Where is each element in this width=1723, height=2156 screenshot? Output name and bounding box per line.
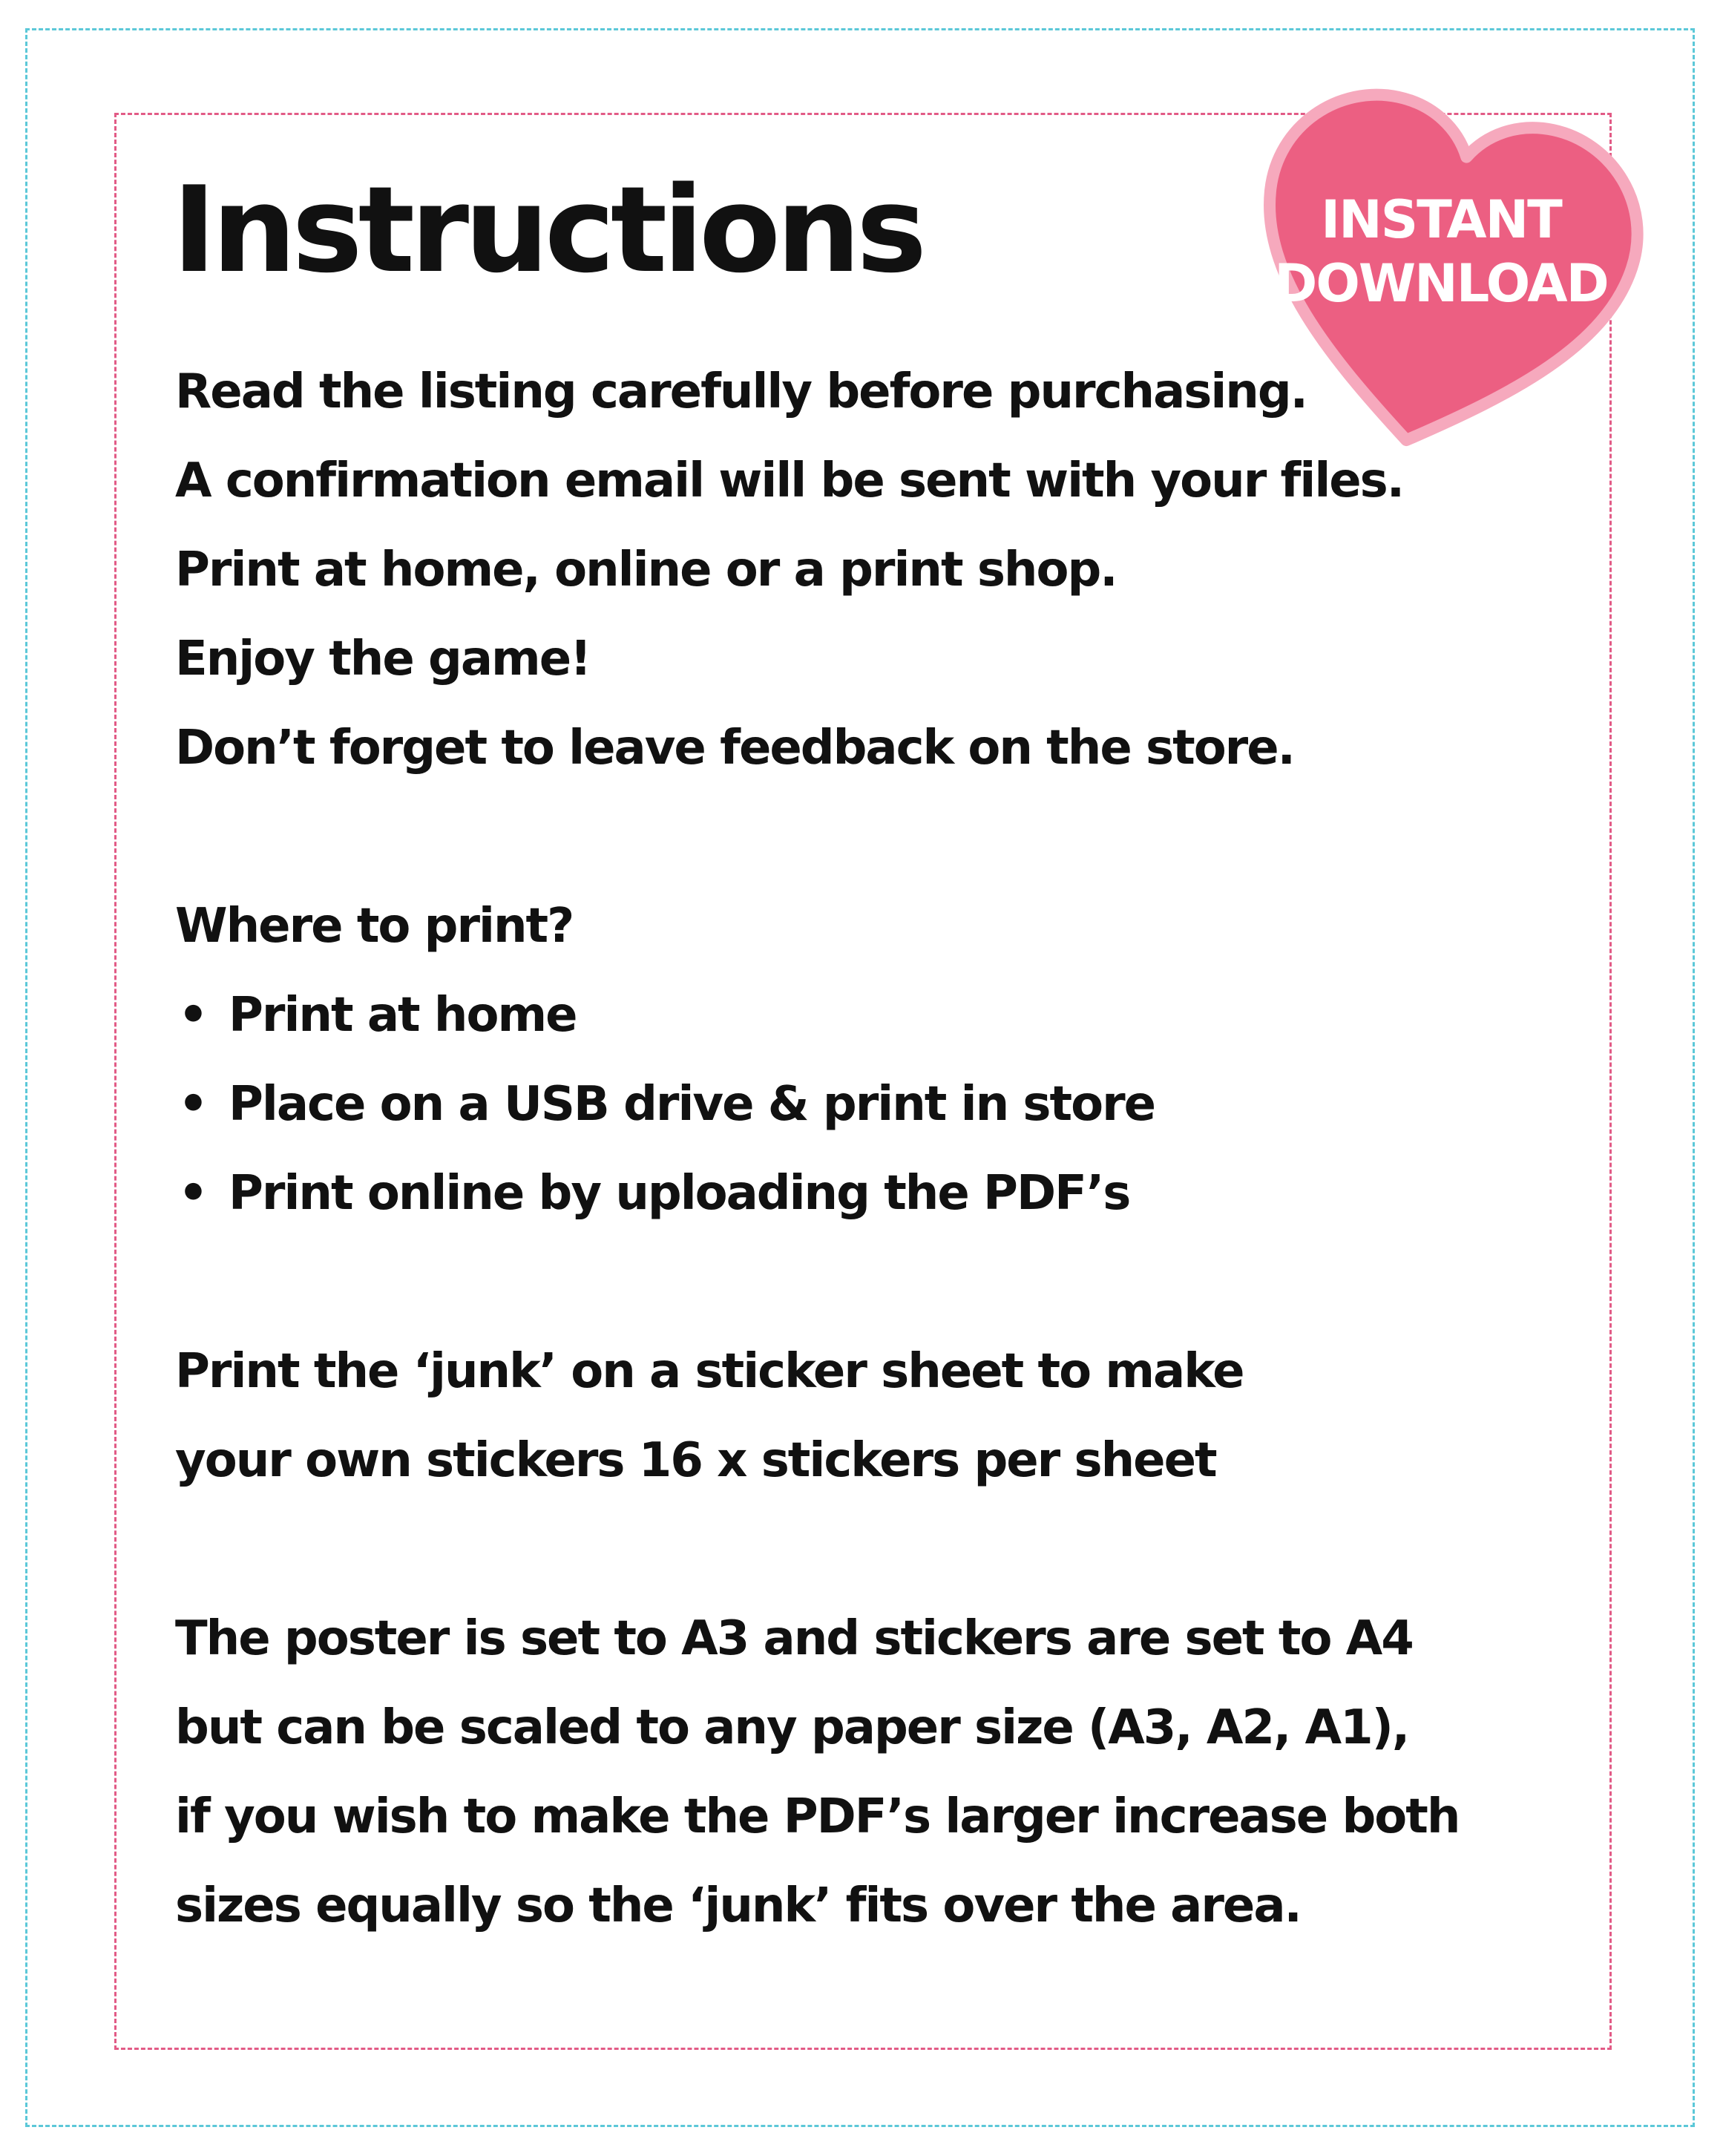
spacer [175, 1505, 1511, 1594]
intro-line: Read the listing carefully before purchasing. [175, 364, 1307, 419]
instructions-content [175, 347, 1511, 1950]
bullet-icon: • [178, 988, 207, 1043]
intro-line: A confirmation email will be sent with your files. [175, 453, 1404, 508]
sizes-line: if you wish to make the PDF’s larger increase both [175, 1789, 1460, 1844]
badge-line-instant: INSTANT [1321, 189, 1561, 250]
list-item [175, 1060, 1511, 1149]
sizes-line: The poster is set to A3 and stickers are set to A4 [175, 1611, 1413, 1666]
bullet-icon: • [178, 1077, 207, 1132]
page-title: Instructions [172, 160, 923, 299]
where-to-print-heading: Where to print? [175, 899, 574, 954]
badge-text [1235, 188, 1647, 315]
list-item [175, 971, 1511, 1060]
list-item-text: Print at home [229, 988, 577, 1043]
list-item [175, 1149, 1511, 1238]
stickers-line: Print the ‘junk’ on a sticker sheet to make [175, 1344, 1244, 1399]
intro-line: Enjoy the game! [175, 632, 591, 687]
stickers-line: your own stickers 16 x stickers per sheet [175, 1433, 1216, 1488]
sizes-line: but can be scaled to any paper size (A3, A2, A1), [175, 1700, 1409, 1755]
sizes-line: sizes equally so the ‘junk’ fits over the area. [175, 1878, 1301, 1933]
spacer [175, 793, 1511, 882]
spacer [175, 1238, 1511, 1327]
list-item-text: Place on a USB drive & print in store [229, 1077, 1155, 1132]
list-item-text: Print online by uploading the PDF’s [229, 1166, 1130, 1221]
badge-line-download: DOWNLOAD [1274, 253, 1608, 314]
intro-line: Don’t forget to leave feedback on the store. [175, 721, 1294, 776]
bullet-icon: • [178, 1166, 207, 1221]
intro-line: Print at home, online or a print shop. [175, 543, 1117, 597]
